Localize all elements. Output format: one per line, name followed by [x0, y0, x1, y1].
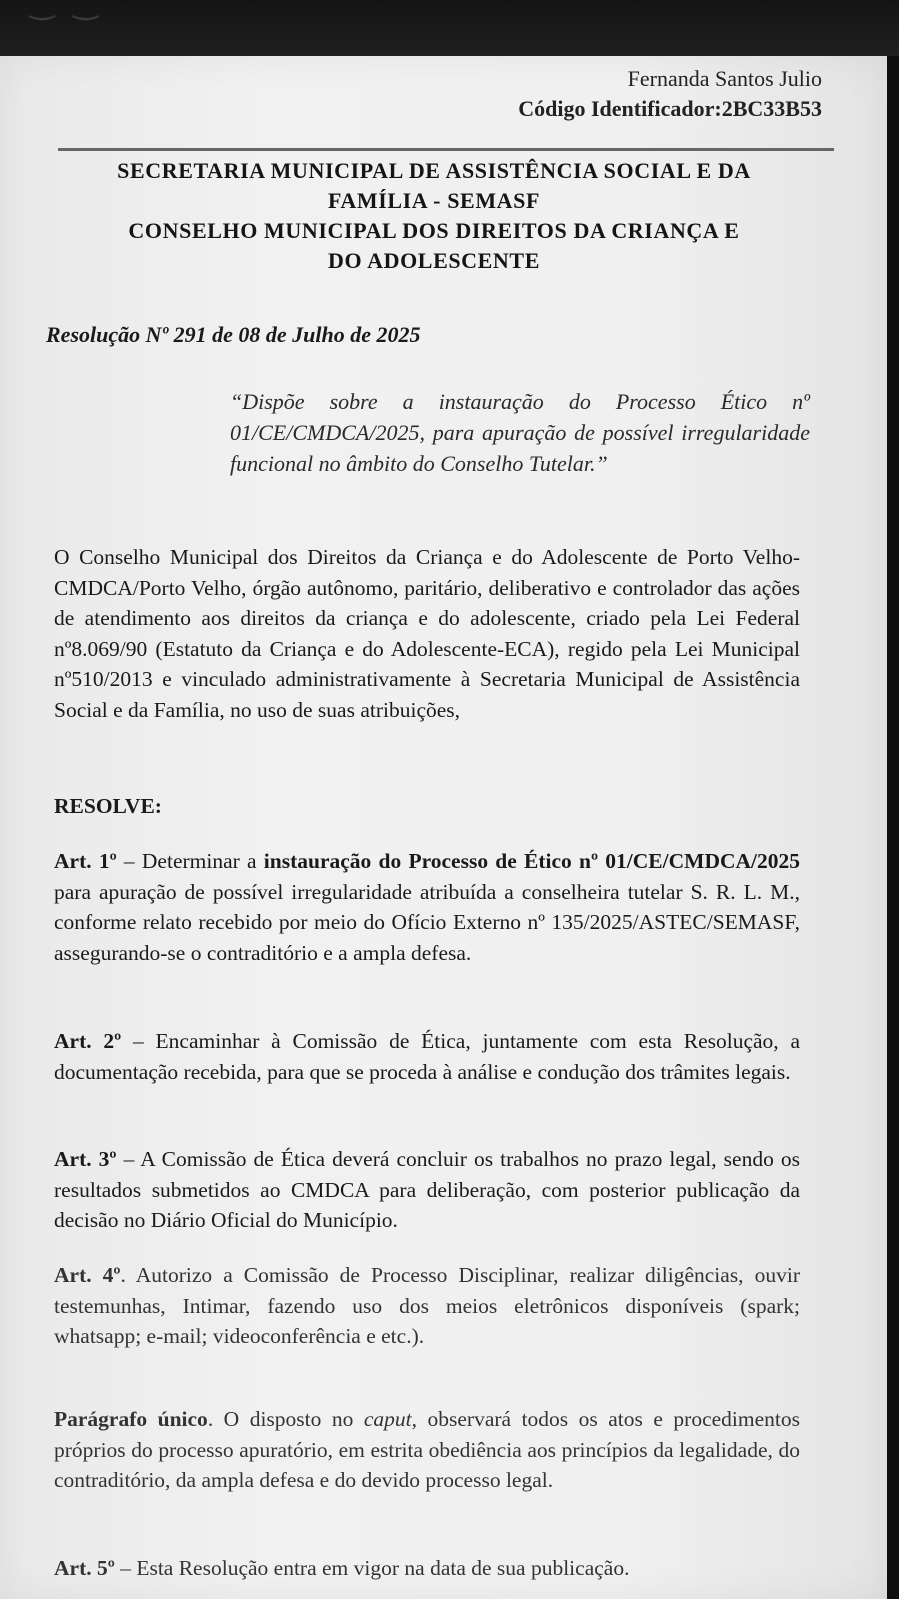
article-3 [54, 1144, 800, 1236]
article-1-lead: – Determinar a [116, 849, 264, 873]
paragrafo-unico-label: Parágrafo único [54, 1407, 208, 1431]
paragrafo-unico [54, 1404, 800, 1496]
article-1-label: Art. 1º [54, 849, 117, 873]
identifier-code: Código Identificador:2BC33B53 [518, 96, 822, 121]
secretaria-line-2: FAMÍLIA - SEMASF [327, 188, 541, 213]
paragrafo-unico-pre: . O disposto no [207, 1407, 364, 1431]
paragrafo-unico-italic: caput [363, 1407, 412, 1431]
bezel-artifact: ‿ ‿ [30, 0, 104, 20]
screen-right-bezel [887, 56, 899, 1599]
document-page [0, 56, 887, 1599]
screen-top-bezel [0, 0, 899, 56]
article-5 [54, 1553, 800, 1584]
article-4-label: Art. 4º [54, 1263, 121, 1287]
article-2-label: Art. 2º [54, 1029, 122, 1053]
header-divider [58, 148, 834, 151]
resolution-title: Resolução Nº 291 de 08 de Julho de 2025 [46, 322, 421, 347]
article-2 [54, 1026, 800, 1087]
preamble: O Conselho Municipal dos Direitos da Criança e do Adolescente de Porto Velho- CMDCA/Porto Velho, órgão autônomo, paritário, deliberativo e controlador das ações de atendimento aos direitos da criança e do adolescente, criado pela Lei Federal nº8.069/90 (Estatuto da Criança e do Adolescente-ECA), regido pela Lei Municipal nº510/2013 e vinculado administrativamente à Secretaria Municipal de Assistência Social e da Família, no uso de suas atribuições, [54, 545, 800, 722]
article-3-label: Art. 3º [54, 1147, 117, 1171]
paragrafo-unico-text: , observará todos os atos e procedimentos próprios do processo apuratório, em estrita obediência aos princípios da legalidade, do contraditório, da ampla defesa e do devido processo legal. [54, 1407, 801, 1492]
article-5-label: Art. 5º [54, 1556, 115, 1580]
article-5-text: – Esta Resolução entra em vigor na data de sua publicação. [114, 1556, 630, 1580]
article-1-text: para apuração de possível irregularidade atribuída a conselheira tutelar S. R. L. M., conforme relato recebido por meio do Ofício Externo nº 135/2025/ASTEC/SEMASF, assegurando-se o contraditório e a ampla defesa. [54, 879, 800, 965]
signature-block [518, 64, 822, 124]
document-header [46, 156, 822, 276]
resolve-heading: RESOLVE: [54, 794, 162, 818]
article-3-text: – A Comissão de Ética deverá concluir os trabalhos no prazo legal, sendo os resultados submetidos ao CMDCA para deliberação, com posterior publicação da decisão no Diário Oficial do Município. [54, 1147, 801, 1232]
conselho-line-1: CONSELHO MUNICIPAL DOS DIREITOS DA CRIANÇA E [128, 218, 740, 243]
signer-name: Fernanda Santos Julio [627, 66, 822, 91]
ementa: “Dispõe sobre a instauração do Processo Ético nº 01/CE/CMDCA/2025, para apuração de possível irregularidade funcional no âmbito do Conselho Tutelar.” [230, 389, 810, 476]
secretaria-line-1: SECRETARIA MUNICIPAL DE ASSISTÊNCIA SOCIAL E DA [117, 158, 751, 183]
article-4 [54, 1260, 800, 1352]
article-2-text: – Encaminhar à Comissão de Ética, juntamente com esta Resolução, a documentação recebida, para que se proceda à análise e condução dos trâmites legais. [54, 1029, 801, 1084]
article-1 [54, 846, 800, 968]
article-1-bold: instauração do Processo de Ético nº 01/CE/CMDCA/2025 [263, 849, 800, 873]
conselho-line-2: DO ADOLESCENTE [328, 248, 540, 273]
article-4-text: . Autorizo a Comissão de Processo Disciplinar, realizar diligências, ouvir testemunhas, Intimar, fazendo uso dos meios eletrônicos disponíveis (spark; whatsapp; e-mail; videoconferência e etc.). [54, 1263, 800, 1348]
